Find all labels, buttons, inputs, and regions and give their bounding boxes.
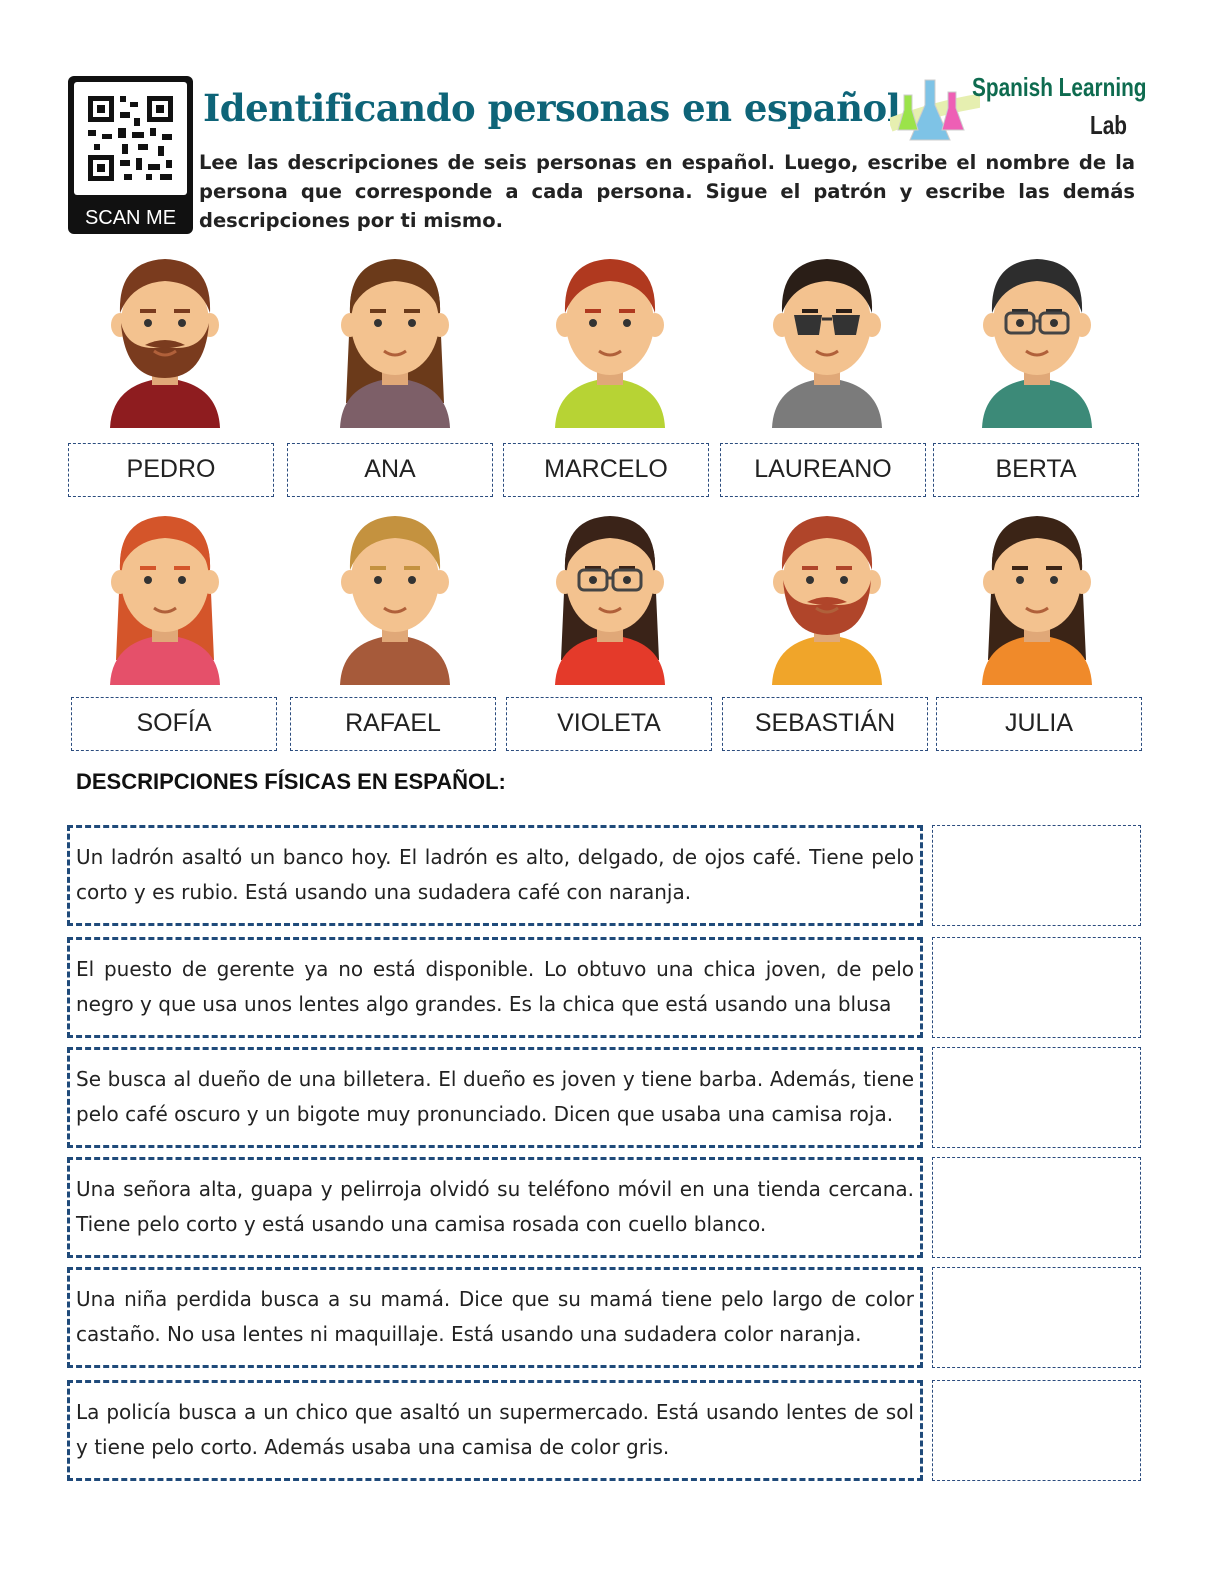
section-heading: DESCRIPCIONES FÍSICAS EN ESPAÑOL:: [76, 769, 506, 794]
answer-box[interactable]: [932, 825, 1141, 926]
description-box: Una señora alta, guapa y pelirroja olvidó su teléfono móvil en una tienda cercana. Tiene pelo corto y está usando una camisa rosada con cuello blanco.: [67, 1157, 923, 1258]
qr-code[interactable]: [68, 76, 193, 234]
name-label: ANA: [287, 443, 493, 497]
name-label: PEDRO: [68, 443, 274, 497]
answer-box[interactable]: [932, 937, 1141, 1038]
description-box: Se busca al dueño de una billetera. El dueño es joven y tiene barba. Además, tiene pelo café oscuro y un bigote muy pronunciado. Dicen que usaba una camisa roja.: [67, 1047, 923, 1148]
avatar-violeta: [535, 500, 685, 685]
answer-box[interactable]: [932, 1157, 1141, 1258]
logo-text-2: Lab: [1090, 110, 1127, 140]
answer-box[interactable]: [932, 1047, 1141, 1148]
name-label: VIOLETA: [506, 697, 712, 751]
name-label: BERTA: [933, 443, 1139, 497]
avatar-pedro: [90, 243, 240, 428]
description-box: El puesto de gerente ya no está disponible. Lo obtuvo una chica joven, de pelo negro y que usa unos lentes algo grandes. Es la chica que está usando una blusa: [67, 937, 923, 1038]
page-title: Identificando personas en español: [203, 86, 901, 130]
flask-icon: [890, 70, 980, 150]
description-box: Un ladrón asaltó un banco hoy. El ladrón es alto, delgado, de ojos café. Tiene pelo corto y es rubio. Está usando una sudadera café con naranja.: [67, 825, 923, 926]
name-label: JULIA: [936, 697, 1142, 751]
avatar-ana: [320, 243, 470, 428]
avatar-rafael: [320, 500, 470, 685]
avatar-marcelo: [535, 243, 685, 428]
answer-box[interactable]: [932, 1380, 1141, 1481]
name-label: RAFAEL: [290, 697, 496, 751]
name-label: MARCELO: [503, 443, 709, 497]
brand-logo: [890, 70, 1147, 150]
avatar-berta: [962, 243, 1112, 428]
avatar-sebastián: [752, 500, 902, 685]
instructions: Lee las descripciones de seis personas en español. Luego, escribe el nombre de la persona que corresponde a cada persona. Sigue el patrón y escribe las demás descripciones por ti mismo.: [199, 151, 1135, 232]
avatar-laureano: [752, 243, 902, 428]
answer-box[interactable]: [932, 1267, 1141, 1368]
logo-text-1: Spanish Learning: [972, 72, 1147, 102]
avatar-sofía: [90, 500, 240, 685]
description-box: Una niña perdida busca a su mamá. Dice que su mamá tiene pelo largo de color castaño. No usa lentes ni maquillaje. Está usando una sudadera color naranja.: [67, 1267, 923, 1368]
description-box: La policía busca a un chico que asaltó un supermercado. Está usando lentes de sol y tiene pelo corto. Además usaba una camisa de color gris.: [67, 1380, 923, 1481]
name-label: SOFÍA: [71, 697, 277, 751]
qr-pattern: [74, 82, 187, 195]
qr-label: SCAN ME: [84, 207, 177, 229]
avatar-julia: [962, 500, 1112, 685]
name-label: LAUREANO: [720, 443, 926, 497]
name-label: SEBASTIÁN: [722, 697, 928, 751]
